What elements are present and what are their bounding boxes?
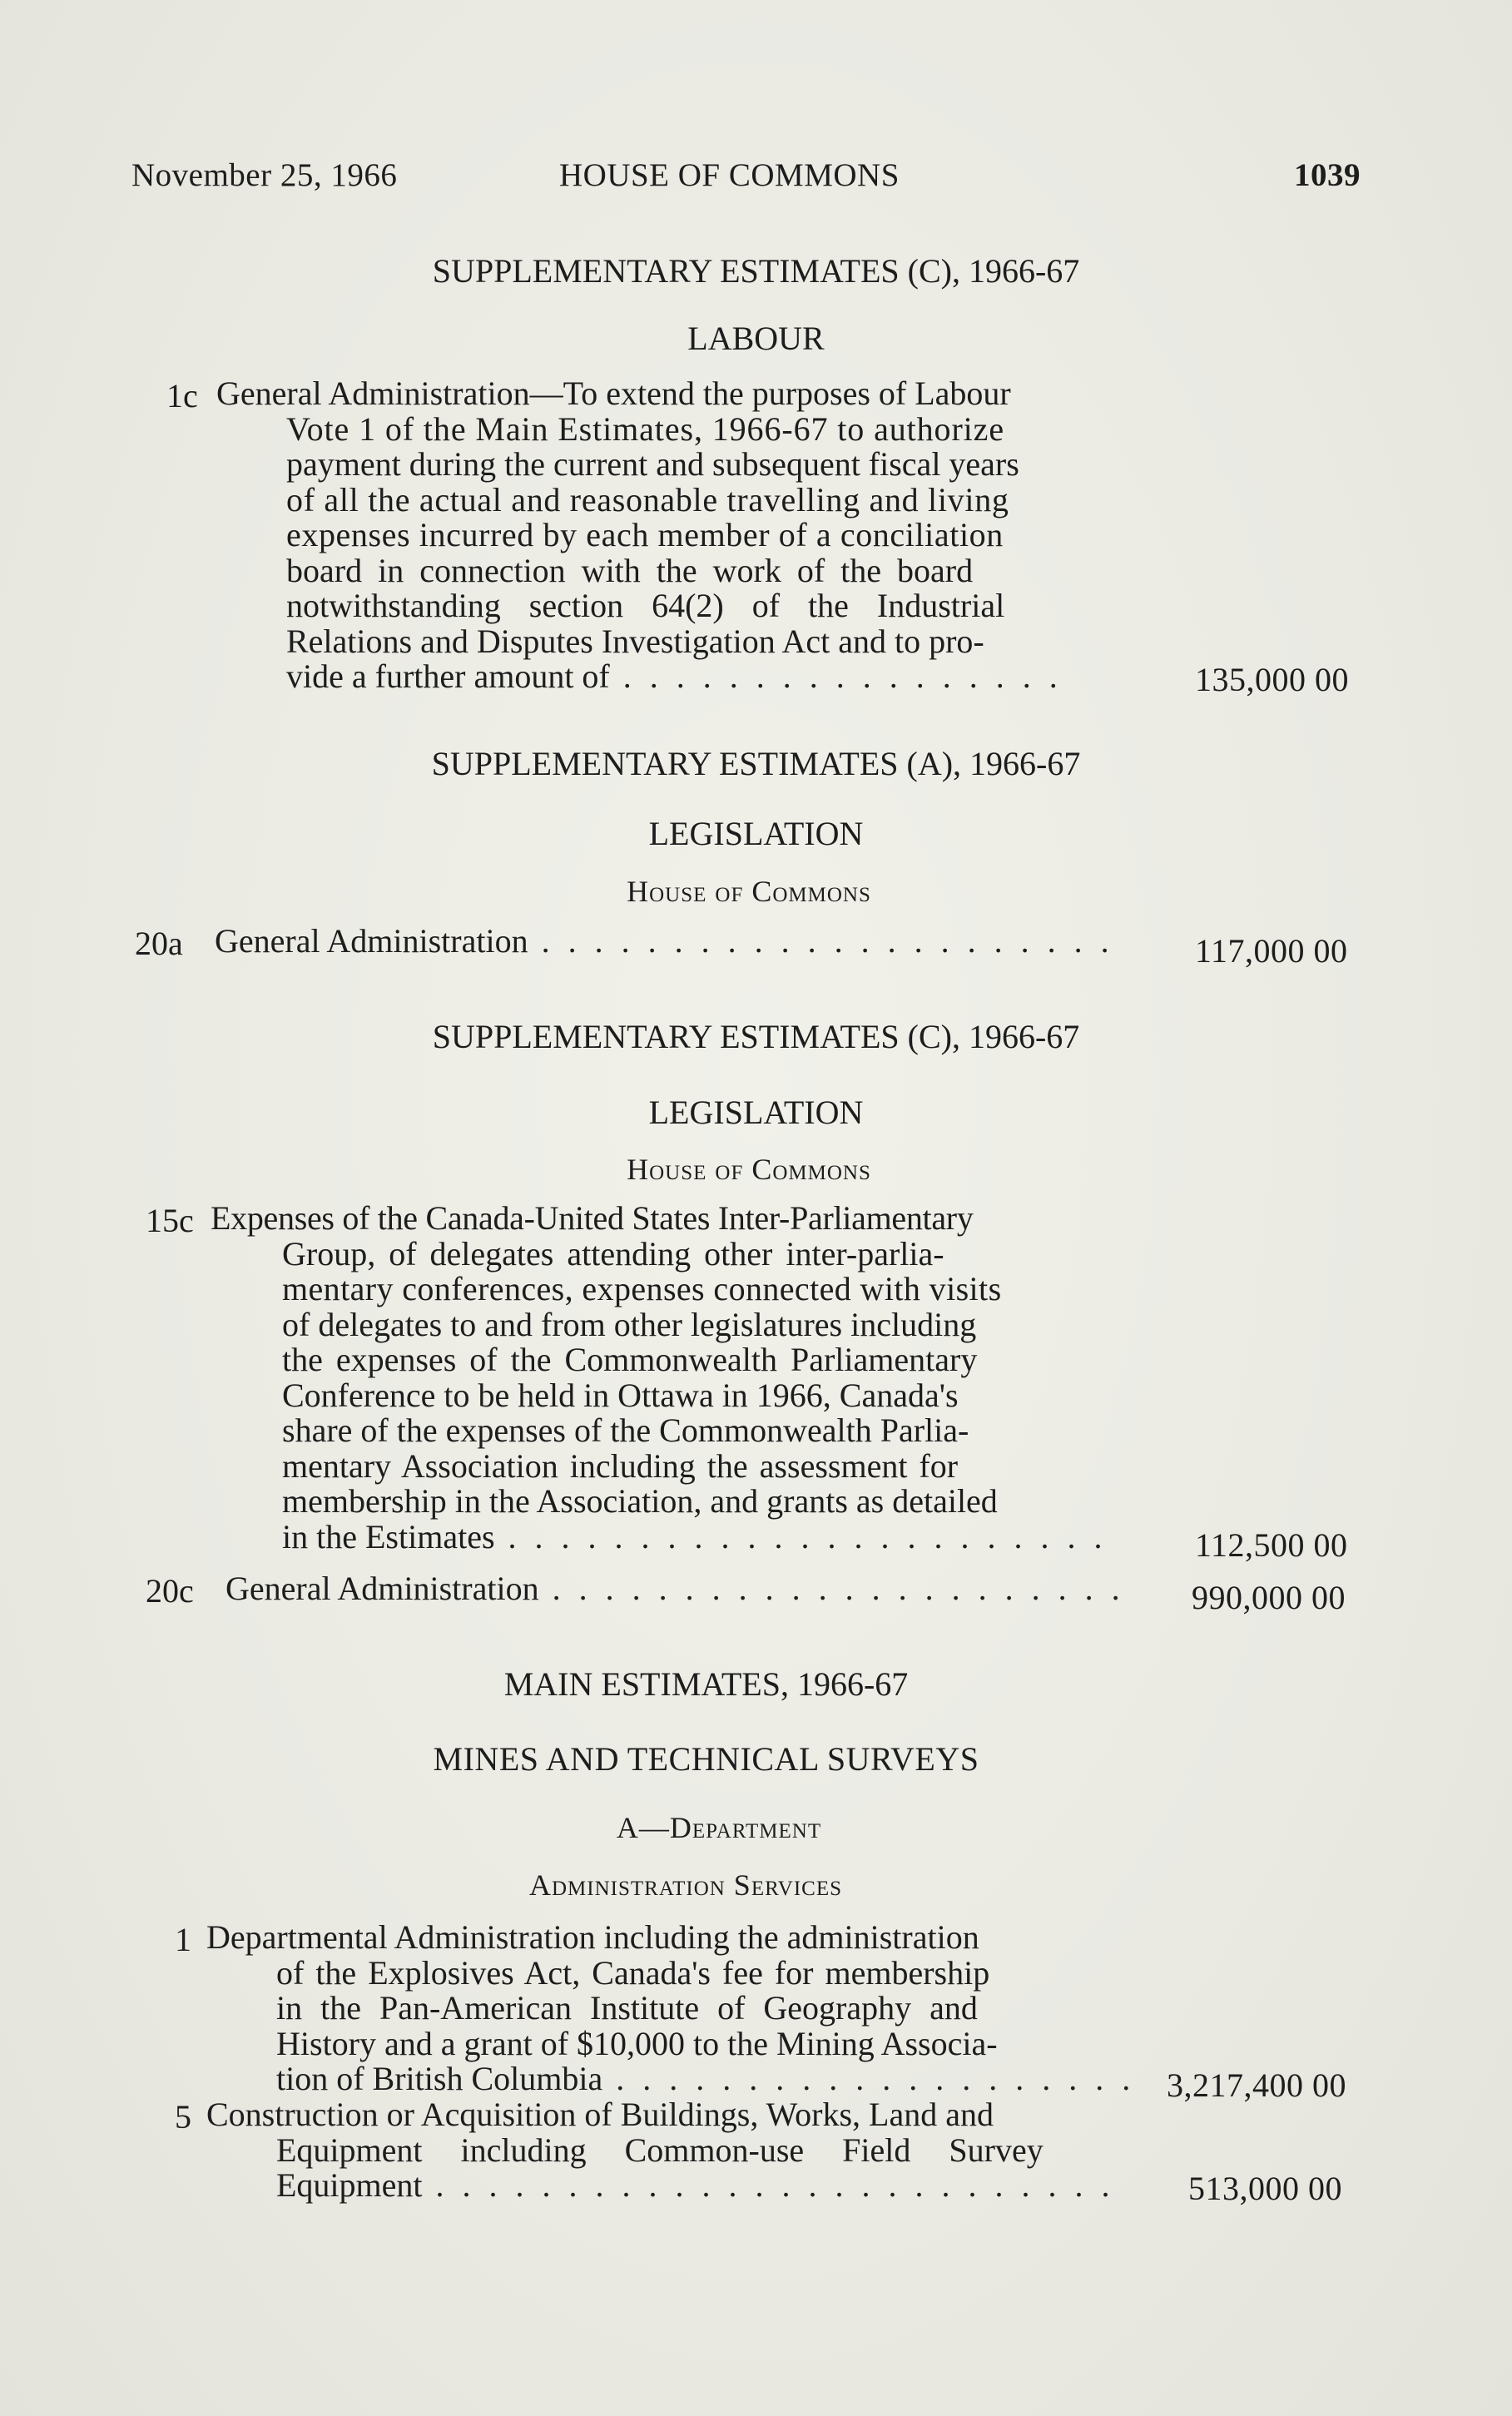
vote-description [206,2097,1122,2204]
vote-number: 20a [135,925,183,962]
vote-line [215,924,1130,960]
header-house: HOUSE OF COMMONS [559,157,900,193]
vote-line: mentary Association including the assessment for [282,1446,959,1485]
vote-line-text: vide a further amount of [286,657,610,695]
vote-description [211,1201,1126,1555]
vote-number: 5 [175,2098,191,2136]
vote-line-text: tion of British Columbia [276,2060,603,2097]
dot-leaders: . . . . . . . . . . . . . . . . . . . . . . . [494,1517,1108,1555]
vote-line: History and a grant of $10,000 to the Mining Associa- [276,2024,998,2062]
vote-line-text: Equipment [276,2166,423,2204]
vote-number: 20c [146,1572,194,1610]
vote-line: board in connection with the work of the board [286,551,974,589]
sub-department-heading: House of Commons [627,875,871,908]
vote-description [226,1571,1133,1607]
vote-line [211,1517,1126,1555]
vote-line: the expenses of the Commonwealth Parliamentary [282,1341,978,1378]
vote-amount: 513,000 00 [1188,2170,1342,2207]
vote-line: Group, of delegates attending other inter-parlia- [282,1234,944,1272]
vote-line: Vote 1 of the Main Estimates, 1966-67 to authorize [286,409,1004,448]
department-heading: MINES AND TECHNICAL SURVEYS [433,1740,979,1778]
estimate-title: MAIN ESTIMATES, 1966-67 [503,1665,909,1703]
vote-line [216,659,1120,695]
vote-description [216,376,1120,695]
vote-line: in the Pan-American Institute of Geography and [276,1989,978,2027]
vote-line: payment during the current and subsequent fiscal years [286,445,1019,483]
vote-number: 15c [146,1202,194,1239]
header-page-number: 1039 [1294,157,1361,193]
dot-leaders: . . . . . . . . . . . . . . . . . . . . . . [538,1570,1125,1607]
vote-line [206,2060,1136,2097]
vote-line: mentary conferences, expenses connected with visits [282,1270,1002,1307]
vote-line-text: General Administration [215,922,528,960]
vote-line: expenses incurred by each member of a conciliation [286,516,1004,553]
division-heading: A—Department [616,1811,822,1844]
vote-line: share of the expenses of the Commonwealth Parlia- [282,1411,969,1449]
vote-amount: 135,000 00 [1195,661,1349,698]
vote-line: of the Explosives Act, Canada's fee for membership [276,1953,990,1992]
vote-line-text: in the Estimates [282,1517,495,1555]
estimate-title: SUPPLEMENTARY ESTIMATES (C), 1966-67 [432,1018,1080,1055]
vote-number: 1 [175,1921,191,1958]
department-heading: LEGISLATION [648,815,864,852]
vote-amount: 990,000 00 [1192,1579,1346,1616]
dot-leaders: . . . . . . . . . . . . . . . . . [609,657,1063,695]
vote-description [206,1918,1136,2097]
department-heading: LABOUR [687,320,825,357]
vote-line-text: General Administration [226,1570,539,1607]
estimate-title: SUPPLEMENTARY ESTIMATES (A), 1966-67 [431,745,1081,782]
vote-line [206,2168,1122,2204]
estimate-title: SUPPLEMENTARY ESTIMATES (C), 1966-67 [432,252,1080,290]
vote-line: notwithstanding section 64(2) of the Industrial [286,587,1005,624]
vote-description [215,924,1130,960]
vote-line: Equipment including Common-use Field Survey [276,2131,1044,2169]
vote-amount: 3,217,400 00 [1167,2066,1346,2104]
header-date: November 25, 1966 [131,157,398,193]
vote-amount: 117,000 00 [1195,932,1348,970]
sub-department-heading: Administration Services [528,1868,843,1902]
vote-line: Relations and Disputes Investigation Act and to pro- [286,622,984,660]
vote-line: General Administration—To extend the purposes of Labour [216,375,1011,412]
vote-line: Expenses of the Canada-United States Inter-Parliamentary [211,1199,974,1237]
dot-leaders: . . . . . . . . . . . . . . . . . . . . . . . . . . [422,2166,1115,2204]
dot-leaders: . . . . . . . . . . . . . . . . . . . . . . [528,922,1114,960]
vote-line: membership in the Association, and grants as detailed [282,1482,998,1520]
vote-amount: 112,500 00 [1195,1526,1348,1564]
vote-number: 1c [166,377,198,414]
vote-line: of delegates to and from other legislatures including [282,1305,977,1343]
vote-line: of all the actual and reasonable travelling and living [286,480,1009,518]
vote-line [226,1571,1133,1607]
dot-leaders: . . . . . . . . . . . . . . . . . . . . [602,2060,1136,2097]
vote-line: Departmental Administration including the administration [206,1918,979,1956]
vote-line: Construction or Acquisition of Buildings, Works, Land and [206,2096,994,2133]
department-heading: LEGISLATION [648,1094,864,1131]
sub-department-heading: House of Commons [627,1153,871,1186]
vote-line: Conference to be held in Ottawa in 1966, Canada's [282,1376,959,1414]
